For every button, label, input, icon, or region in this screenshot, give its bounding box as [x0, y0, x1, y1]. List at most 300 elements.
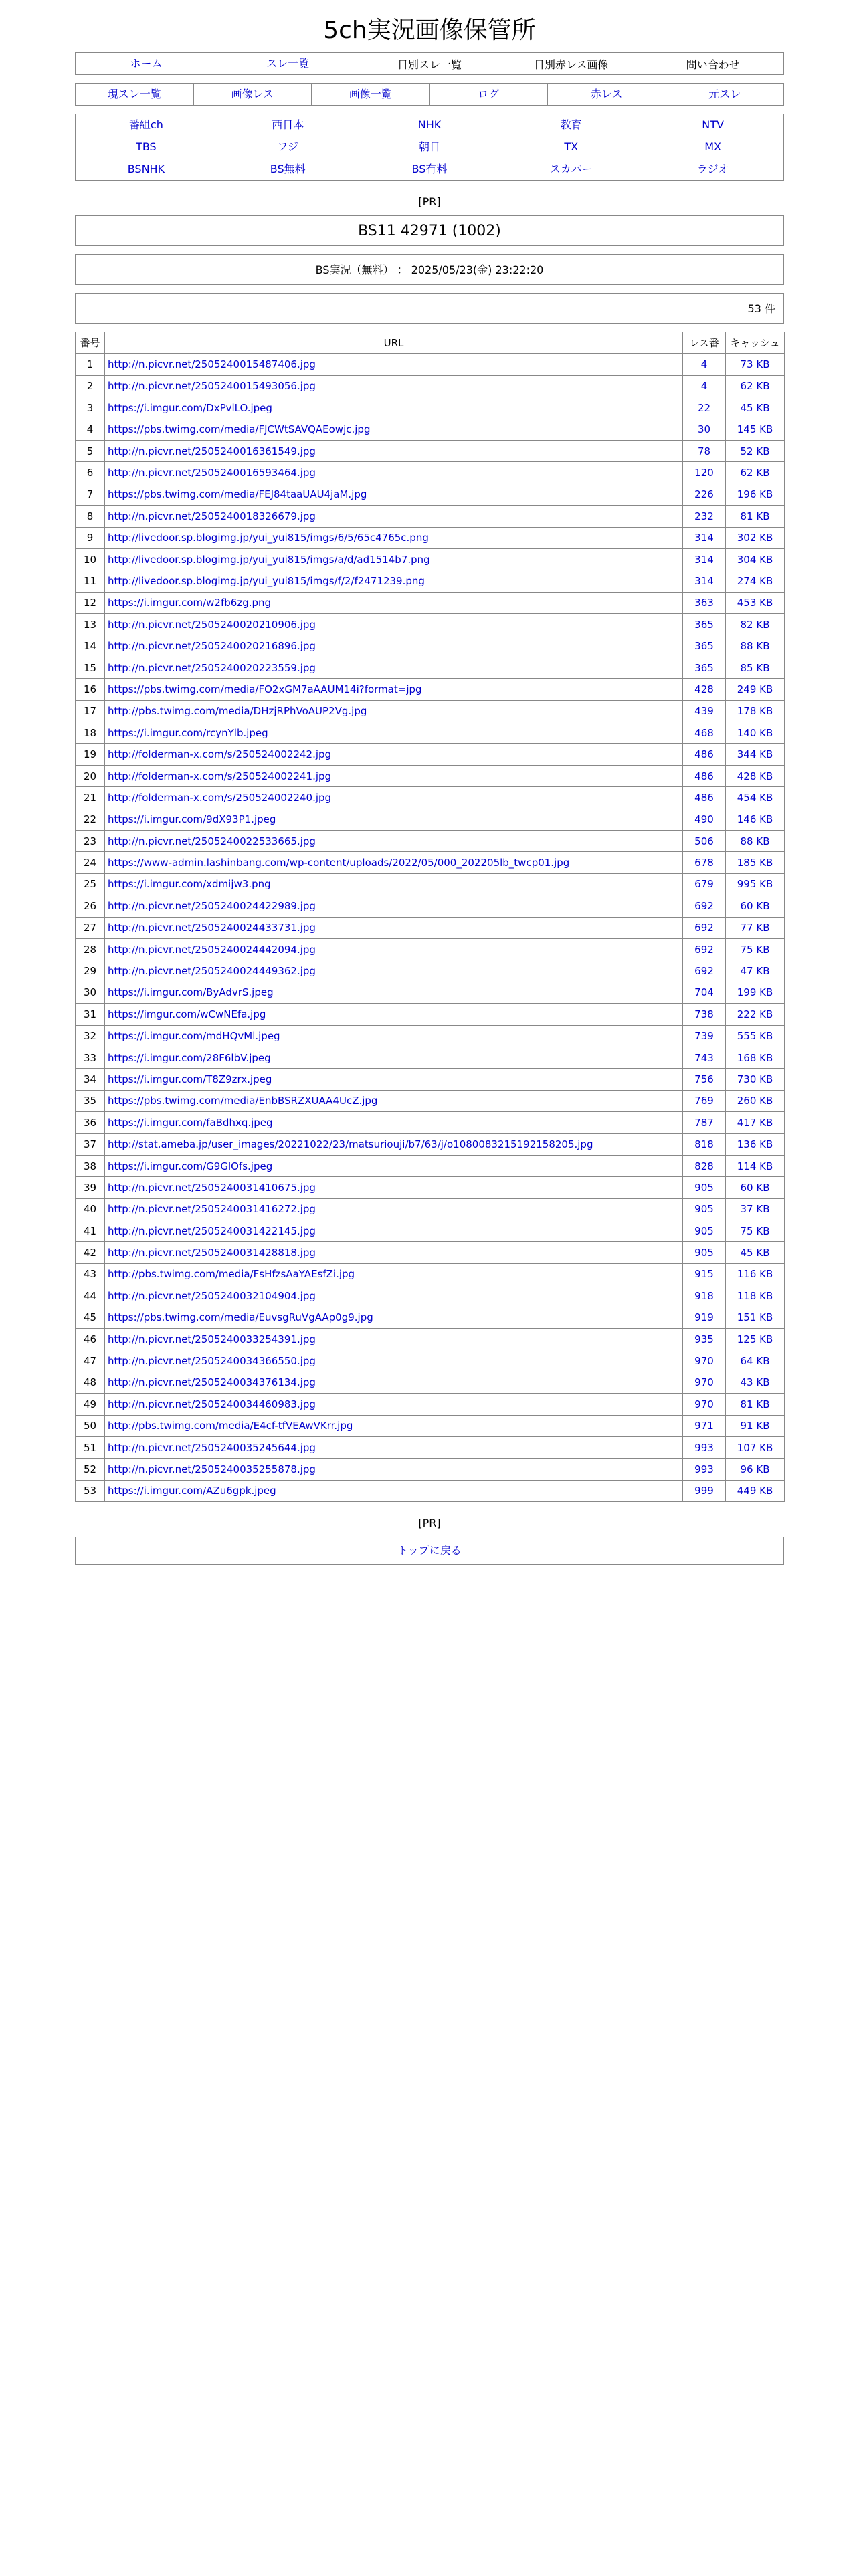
cache-size-link[interactable]: 91 KB	[726, 1415, 785, 1436]
nav-original-thread-link[interactable]: 元スレ	[708, 88, 741, 100]
res-number-link[interactable]: 120	[683, 462, 726, 484]
row-number: 6	[76, 462, 105, 484]
table-row	[76, 700, 785, 722]
nav-home[interactable]	[76, 53, 217, 75]
channel-link[interactable]: TBS	[136, 140, 157, 153]
cache-size-link[interactable]: 145 KB	[726, 419, 785, 440]
image-url-link[interactable]: https://pbs.twimg.com/media/EuvsgRuVgAAp0g9.jpg	[105, 1307, 683, 1328]
image-url-link[interactable]: http://n.picvr.net/2505240032104904.jpg	[105, 1285, 683, 1307]
res-number-link[interactable]: 756	[683, 1069, 726, 1090]
image-url-link[interactable]: https://www-admin.lashinbang.com/wp-content/uploads/2022/05/000_202205lb_twcp01.jpg	[105, 852, 683, 873]
image-url-link[interactable]: http://n.picvr.net/2505240016593464.jpg	[105, 462, 683, 484]
cache-size-link[interactable]: 118 KB	[726, 1285, 785, 1307]
res-number-link[interactable]: 970	[683, 1372, 726, 1393]
table-row	[76, 679, 785, 700]
res-number-link[interactable]: 439	[683, 700, 726, 722]
cache-size-link[interactable]: 88 KB	[726, 830, 785, 851]
table-row	[76, 592, 785, 613]
table-row	[76, 397, 785, 419]
cache-size-link[interactable]: 62 KB	[726, 375, 785, 397]
image-url-link[interactable]: http://pbs.twimg.com/media/DHzjRPhVoAUP2Vg.jpg	[105, 700, 683, 722]
table-header-row	[76, 332, 785, 354]
cache-size-link[interactable]: 43 KB	[726, 1372, 785, 1393]
res-number-link[interactable]: 769	[683, 1090, 726, 1111]
row-number: 5	[76, 440, 105, 461]
res-number-link[interactable]: 905	[683, 1198, 726, 1220]
table-row	[76, 1025, 785, 1047]
table-row	[76, 1480, 785, 1501]
res-number-link[interactable]: 4	[683, 354, 726, 375]
table-row	[76, 1328, 785, 1350]
image-url-link[interactable]: http://n.picvr.net/2505240016361549.jpg	[105, 440, 683, 461]
image-url-link[interactable]: https://i.imgur.com/DxPvlLO.jpeg	[105, 397, 683, 419]
image-url-link[interactable]: http://n.picvr.net/2505240024422989.jpg	[105, 895, 683, 917]
thread-title: BS11 42971 (1002)	[75, 215, 784, 246]
image-url-link[interactable]: http://pbs.twimg.com/media/E4cf-tfVEAwVKrr.jpg	[105, 1415, 683, 1436]
image-url-link[interactable]: http://n.picvr.net/2505240024449362.jpg	[105, 960, 683, 982]
res-number-link[interactable]: 486	[683, 744, 726, 765]
row-number: 53	[76, 1480, 105, 1501]
nav-current-threads[interactable]	[76, 84, 194, 106]
cache-size-link[interactable]: 85 KB	[726, 657, 785, 678]
row-number: 23	[76, 830, 105, 851]
header-url: URL	[105, 332, 683, 354]
cache-size-link[interactable]: 454 KB	[726, 787, 785, 809]
back-to-top-link[interactable]: トップに戻る	[75, 1537, 784, 1565]
image-url-link[interactable]: https://i.imgur.com/rcynYlb.jpeg	[105, 722, 683, 744]
image-url-link[interactable]: http://n.picvr.net/2505240020216896.jpg	[105, 635, 683, 657]
channel-cell[interactable]	[217, 114, 359, 136]
image-url-link[interactable]: http://n.picvr.net/2505240034460983.jpg	[105, 1394, 683, 1415]
cache-size-link[interactable]: 417 KB	[726, 1112, 785, 1134]
image-url-link[interactable]: http://n.picvr.net/2505240034366550.jpg	[105, 1350, 683, 1372]
res-number-link[interactable]: 365	[683, 635, 726, 657]
res-number-link[interactable]: 915	[683, 1263, 726, 1285]
header-cache: キャッシュ	[726, 332, 785, 354]
res-number-link[interactable]: 905	[683, 1177, 726, 1198]
table-row	[76, 1307, 785, 1328]
cache-size-link[interactable]: 96 KB	[726, 1459, 785, 1480]
channel-nav	[75, 114, 784, 181]
row-number: 3	[76, 397, 105, 419]
row-number: 19	[76, 744, 105, 765]
cache-size-link[interactable]: 222 KB	[726, 1004, 785, 1025]
cache-size-link[interactable]: 199 KB	[726, 982, 785, 1003]
image-url-link[interactable]: https://pbs.twimg.com/media/FO2xGM7aAAUM14i?format=jpg	[105, 679, 683, 700]
row-number: 29	[76, 960, 105, 982]
cache-size-link[interactable]: 185 KB	[726, 852, 785, 873]
row-number: 50	[76, 1415, 105, 1436]
cache-size-link[interactable]: 45 KB	[726, 397, 785, 419]
table-row	[76, 570, 785, 592]
table-row	[76, 895, 785, 917]
row-number: 17	[76, 700, 105, 722]
channel-cell[interactable]	[217, 158, 359, 181]
table-row	[76, 484, 785, 505]
table-row	[76, 1155, 785, 1176]
nav-contact[interactable]: 問い合わせ	[642, 53, 784, 75]
image-url-link[interactable]: https://i.imgur.com/xdmijw3.png	[105, 873, 683, 895]
cache-size-link[interactable]: 73 KB	[726, 354, 785, 375]
row-number: 7	[76, 484, 105, 505]
channel-cell[interactable]	[76, 158, 217, 181]
row-number: 34	[76, 1069, 105, 1090]
res-number-link[interactable]: 428	[683, 679, 726, 700]
image-url-link[interactable]: http://n.picvr.net/2505240031428818.jpg	[105, 1242, 683, 1263]
channel-link[interactable]: 朝日	[418, 140, 440, 153]
image-url-link[interactable]: http://n.picvr.net/2505240020210906.jpg	[105, 614, 683, 635]
channel-cell[interactable]	[642, 158, 784, 181]
row-number: 26	[76, 895, 105, 917]
res-number-link[interactable]: 506	[683, 830, 726, 851]
res-number-link[interactable]: 314	[683, 548, 726, 570]
res-number-link[interactable]: 739	[683, 1025, 726, 1047]
res-number-link[interactable]: 704	[683, 982, 726, 1003]
table-row	[76, 982, 785, 1003]
image-url-link[interactable]: http://n.picvr.net/2505240024442094.jpg	[105, 938, 683, 960]
image-url-link[interactable]: http://n.picvr.net/2505240015487406.jpg	[105, 354, 683, 375]
row-number: 30	[76, 982, 105, 1003]
res-number-link[interactable]: 232	[683, 506, 726, 527]
image-url-link[interactable]: https://pbs.twimg.com/media/FJCWtSAVQAEowjc.jpg	[105, 419, 683, 440]
table-row	[76, 635, 785, 657]
pr-label-top: [PR]	[418, 195, 441, 208]
table-row	[76, 1285, 785, 1307]
cache-size-link[interactable]: 304 KB	[726, 548, 785, 570]
table-row	[76, 1220, 785, 1242]
row-number: 42	[76, 1242, 105, 1263]
res-number-link[interactable]: 486	[683, 765, 726, 786]
row-number: 31	[76, 1004, 105, 1025]
nav-image-res[interactable]	[193, 84, 312, 106]
table-row	[76, 419, 785, 440]
image-url-link[interactable]: http://folderman-x.com/s/250524002241.jpg	[105, 765, 683, 786]
image-url-link[interactable]: https://pbs.twimg.com/media/EnbBSRZXUAA4UcZ.jpg	[105, 1090, 683, 1111]
nav-log-link[interactable]: ログ	[478, 88, 500, 100]
cache-size-link[interactable]: 178 KB	[726, 700, 785, 722]
cache-size-link[interactable]: 453 KB	[726, 592, 785, 613]
cache-size-link[interactable]: 302 KB	[726, 527, 785, 548]
cache-size-link[interactable]: 37 KB	[726, 1198, 785, 1220]
channel-cell[interactable]	[500, 136, 642, 158]
nav-image-list-link[interactable]: 画像一覧	[349, 88, 392, 100]
row-number: 13	[76, 614, 105, 635]
channel-cell[interactable]	[359, 158, 500, 181]
res-number-link[interactable]: 828	[683, 1155, 726, 1176]
cache-size-link[interactable]: 107 KB	[726, 1436, 785, 1458]
table-row	[76, 440, 785, 461]
image-url-link[interactable]: https://i.imgur.com/T8Z9zrx.jpeg	[105, 1069, 683, 1090]
row-number: 16	[76, 679, 105, 700]
row-number: 37	[76, 1134, 105, 1155]
image-url-link[interactable]: http://n.picvr.net/2505240018326679.jpg	[105, 506, 683, 527]
cache-size-link[interactable]: 140 KB	[726, 722, 785, 744]
res-number-link[interactable]: 226	[683, 484, 726, 505]
channel-cell[interactable]	[500, 158, 642, 181]
channel-link[interactable]: 番組ch	[128, 118, 163, 131]
header-number: 番号	[76, 332, 105, 354]
result-count: 53 件	[75, 293, 784, 324]
table-row	[76, 809, 785, 830]
image-url-link[interactable]: http://pbs.twimg.com/media/FsHfzsAaYAEsfZi.jpg	[105, 1263, 683, 1285]
row-number: 33	[76, 1047, 105, 1068]
channel-link[interactable]: フジ	[277, 140, 298, 153]
res-number-link[interactable]: 468	[683, 722, 726, 744]
image-url-link[interactable]: http://folderman-x.com/s/250524002240.jpg	[105, 787, 683, 809]
table-row	[76, 1394, 785, 1415]
res-number-link[interactable]: 999	[683, 1480, 726, 1501]
channel-cell[interactable]	[359, 114, 500, 136]
cache-size-link[interactable]: 428 KB	[726, 765, 785, 786]
cache-size-link[interactable]: 125 KB	[726, 1328, 785, 1350]
table-row	[76, 1069, 785, 1090]
channel-cell[interactable]	[500, 114, 642, 136]
nav-daily-thread-list[interactable]: 日別スレ一覧	[359, 53, 500, 75]
channel-link[interactable]: BSNHK	[127, 163, 165, 175]
cache-size-link[interactable]: 45 KB	[726, 1242, 785, 1263]
channel-link[interactable]: NTV	[702, 118, 724, 131]
image-url-link[interactable]: http://folderman-x.com/s/250524002242.jpg	[105, 744, 683, 765]
row-number: 14	[76, 635, 105, 657]
res-number-link[interactable]: 4	[683, 375, 726, 397]
cache-size-link[interactable]: 47 KB	[726, 960, 785, 982]
row-number: 25	[76, 873, 105, 895]
cache-size-link[interactable]: 60 KB	[726, 1177, 785, 1198]
image-url-link[interactable]: https://i.imgur.com/28F6lbV.jpeg	[105, 1047, 683, 1068]
cache-size-link[interactable]: 730 KB	[726, 1069, 785, 1090]
image-url-link[interactable]: http://livedoor.sp.blogimg.jp/yui_yui815/imgs/f/2/f2471239.png	[105, 570, 683, 592]
nav-original-thread[interactable]	[666, 84, 784, 106]
image-url-link[interactable]: http://n.picvr.net/2505240024433731.jpg	[105, 917, 683, 938]
cache-size-link[interactable]: 168 KB	[726, 1047, 785, 1068]
res-number-link[interactable]: 818	[683, 1134, 726, 1155]
cache-size-link[interactable]: 52 KB	[726, 440, 785, 461]
res-number-link[interactable]: 905	[683, 1242, 726, 1263]
nav-red-res[interactable]	[548, 84, 666, 106]
channel-cell[interactable]	[217, 136, 359, 158]
main-nav	[75, 52, 784, 75]
res-number-link[interactable]: 970	[683, 1394, 726, 1415]
nav-thread-list-link[interactable]: スレ一覧	[266, 57, 310, 70]
sub-nav	[75, 83, 784, 106]
nav-log[interactable]	[430, 84, 548, 106]
cache-size-link[interactable]: 344 KB	[726, 744, 785, 765]
res-number-link[interactable]: 919	[683, 1307, 726, 1328]
table-row	[76, 548, 785, 570]
image-url-link[interactable]: https://pbs.twimg.com/media/FEJ84taaUAU4jaM.jpg	[105, 484, 683, 505]
cache-size-link[interactable]: 249 KB	[726, 679, 785, 700]
image-url-link[interactable]: https://i.imgur.com/ByAdvrS.jpeg	[105, 982, 683, 1003]
res-number-link[interactable]: 78	[683, 440, 726, 461]
image-url-link[interactable]: https://i.imgur.com/faBdhxq.jpeg	[105, 1112, 683, 1134]
row-number: 47	[76, 1350, 105, 1372]
cache-size-link[interactable]: 116 KB	[726, 1263, 785, 1285]
res-number-link[interactable]: 743	[683, 1047, 726, 1068]
row-number: 22	[76, 809, 105, 830]
image-url-link[interactable]: https://i.imgur.com/G9GlOfs.jpeg	[105, 1155, 683, 1176]
image-url-link[interactable]: https://i.imgur.com/9dX93P1.jpeg	[105, 809, 683, 830]
res-number-link[interactable]: 905	[683, 1220, 726, 1242]
site-title: 5ch実況画像保管所	[323, 17, 536, 44]
row-number: 44	[76, 1285, 105, 1307]
cache-size-link[interactable]: 136 KB	[726, 1134, 785, 1155]
nav-current-threads-link[interactable]: 現スレ一覧	[107, 88, 161, 100]
image-url-link[interactable]: https://i.imgur.com/mdHQvMl.jpeg	[105, 1025, 683, 1047]
cache-size-link[interactable]: 75 KB	[726, 1220, 785, 1242]
table-row	[76, 744, 785, 765]
image-url-link[interactable]: http://n.picvr.net/2505240020223559.jpg	[105, 657, 683, 678]
image-url-table	[75, 332, 785, 1502]
header-res-number: レス番	[683, 332, 726, 354]
image-url-link[interactable]: http://stat.ameba.jp/user_images/20221022/23/matsuriouji/b7/63/j/o1080083215192158205.jpg	[105, 1134, 683, 1155]
res-number-link[interactable]: 935	[683, 1328, 726, 1350]
channel-link[interactable]: BS無料	[270, 163, 306, 175]
res-number-link[interactable]: 314	[683, 570, 726, 592]
cache-size-link[interactable]: 196 KB	[726, 484, 785, 505]
res-number-link[interactable]: 692	[683, 917, 726, 938]
row-number: 27	[76, 917, 105, 938]
nav-home-link[interactable]: ホーム	[130, 57, 163, 70]
nav-red-res-link[interactable]: 赤レス	[590, 88, 623, 100]
nav-image-res-link[interactable]: 画像レス	[231, 88, 274, 100]
table-row	[76, 787, 785, 809]
row-number: 11	[76, 570, 105, 592]
table-row	[76, 830, 785, 851]
res-number-link[interactable]: 787	[683, 1112, 726, 1134]
row-number: 28	[76, 938, 105, 960]
row-number: 35	[76, 1090, 105, 1111]
row-number: 45	[76, 1307, 105, 1328]
image-url-link[interactable]: https://i.imgur.com/w2fb6zg.png	[105, 592, 683, 613]
channel-cell[interactable]	[359, 136, 500, 158]
image-url-link[interactable]: http://n.picvr.net/2505240034376134.jpg	[105, 1372, 683, 1393]
res-number-link[interactable]: 971	[683, 1415, 726, 1436]
channel-cell[interactable]	[642, 114, 784, 136]
cache-size-link[interactable]: 449 KB	[726, 1480, 785, 1501]
row-number: 48	[76, 1372, 105, 1393]
table-row	[76, 1134, 785, 1155]
row-number: 4	[76, 419, 105, 440]
cache-size-link[interactable]: 274 KB	[726, 570, 785, 592]
cache-size-link[interactable]: 88 KB	[726, 635, 785, 657]
res-number-link[interactable]: 692	[683, 938, 726, 960]
row-number: 18	[76, 722, 105, 744]
row-number: 24	[76, 852, 105, 873]
cache-size-link[interactable]: 81 KB	[726, 1394, 785, 1415]
cache-size-link[interactable]: 995 KB	[726, 873, 785, 895]
cache-size-link[interactable]: 151 KB	[726, 1307, 785, 1328]
res-number-link[interactable]: 365	[683, 657, 726, 678]
res-number-link[interactable]: 993	[683, 1459, 726, 1480]
image-url-link[interactable]: http://livedoor.sp.blogimg.jp/yui_yui815/imgs/a/d/ad1514b7.png	[105, 548, 683, 570]
channel-cell[interactable]	[76, 136, 217, 158]
res-number-link[interactable]: 365	[683, 614, 726, 635]
cache-size-link[interactable]: 62 KB	[726, 462, 785, 484]
image-url-link[interactable]: http://n.picvr.net/2505240031416272.jpg	[105, 1198, 683, 1220]
image-url-link[interactable]: http://n.picvr.net/2505240033254391.jpg	[105, 1328, 683, 1350]
cache-size-link[interactable]: 60 KB	[726, 895, 785, 917]
nav-daily-red-images[interactable]: 日別赤レス画像	[500, 53, 642, 75]
image-url-link[interactable]: http://n.picvr.net/2505240015493056.jpg	[105, 375, 683, 397]
res-number-link[interactable]: 993	[683, 1436, 726, 1458]
row-number: 21	[76, 787, 105, 809]
table-row	[76, 1177, 785, 1198]
channel-link[interactable]: ラジオ	[696, 163, 729, 175]
channel-link[interactable]: MX	[704, 140, 721, 153]
channel-link[interactable]: スカパー	[549, 163, 593, 175]
row-number: 39	[76, 1177, 105, 1198]
channel-link[interactable]: BS有料	[411, 163, 448, 175]
res-number-link[interactable]: 490	[683, 809, 726, 830]
cache-size-link[interactable]: 81 KB	[726, 506, 785, 527]
res-number-link[interactable]: 679	[683, 873, 726, 895]
cache-size-link[interactable]: 75 KB	[726, 938, 785, 960]
cache-size-link[interactable]: 114 KB	[726, 1155, 785, 1176]
cache-size-link[interactable]: 260 KB	[726, 1090, 785, 1111]
cache-size-link[interactable]: 82 KB	[726, 614, 785, 635]
table-row	[76, 1090, 785, 1111]
res-number-link[interactable]: 970	[683, 1350, 726, 1372]
res-number-link[interactable]: 22	[683, 397, 726, 419]
res-number-link[interactable]: 314	[683, 527, 726, 548]
res-number-link[interactable]: 30	[683, 419, 726, 440]
table-row	[76, 1350, 785, 1372]
image-url-link[interactable]: http://n.picvr.net/2505240031410675.jpg	[105, 1177, 683, 1198]
res-number-link[interactable]: 738	[683, 1004, 726, 1025]
table-row	[76, 506, 785, 527]
table-row	[76, 657, 785, 678]
res-number-link[interactable]: 918	[683, 1285, 726, 1307]
channel-link[interactable]: TX	[564, 140, 579, 153]
row-number: 43	[76, 1263, 105, 1285]
row-number: 40	[76, 1198, 105, 1220]
res-number-link[interactable]: 678	[683, 852, 726, 873]
channel-link[interactable]: 教育	[560, 118, 582, 131]
cache-size-link[interactable]: 146 KB	[726, 809, 785, 830]
row-number: 41	[76, 1220, 105, 1242]
table-row	[76, 938, 785, 960]
image-url-link[interactable]: http://n.picvr.net/2505240022533665.jpg	[105, 830, 683, 851]
image-url-link[interactable]: https://imgur.com/wCwNEfa.jpg	[105, 1004, 683, 1025]
channel-cell[interactable]	[642, 136, 784, 158]
page	[75, 0, 784, 1565]
image-url-link[interactable]: http://n.picvr.net/2505240035255878.jpg	[105, 1459, 683, 1480]
table-row	[76, 765, 785, 786]
table-row	[76, 1198, 785, 1220]
row-number: 38	[76, 1155, 105, 1176]
image-url-link[interactable]: http://n.picvr.net/2505240035245644.jpg	[105, 1436, 683, 1458]
channel-link[interactable]: NHK	[417, 118, 442, 131]
channel-cell[interactable]	[76, 114, 217, 136]
res-number-link[interactable]: 363	[683, 592, 726, 613]
cache-size-link[interactable]: 555 KB	[726, 1025, 785, 1047]
channel-link[interactable]: 西日本	[272, 118, 304, 131]
res-number-link[interactable]: 692	[683, 895, 726, 917]
res-number-link[interactable]: 486	[683, 787, 726, 809]
table-row	[76, 1004, 785, 1025]
cache-size-link[interactable]: 64 KB	[726, 1350, 785, 1372]
nav-image-list[interactable]	[312, 84, 430, 106]
table-row	[76, 917, 785, 938]
row-number: 49	[76, 1394, 105, 1415]
table-row	[76, 354, 785, 375]
image-url-link[interactable]: http://n.picvr.net/2505240031422145.jpg	[105, 1220, 683, 1242]
image-url-link[interactable]: http://livedoor.sp.blogimg.jp/yui_yui815/imgs/6/5/65c4765c.png	[105, 527, 683, 548]
image-url-link[interactable]: https://i.imgur.com/AZu6gpk.jpeg	[105, 1480, 683, 1501]
cache-size-link[interactable]: 77 KB	[726, 917, 785, 938]
res-number-link[interactable]: 692	[683, 960, 726, 982]
nav-thread-list[interactable]	[217, 53, 359, 75]
